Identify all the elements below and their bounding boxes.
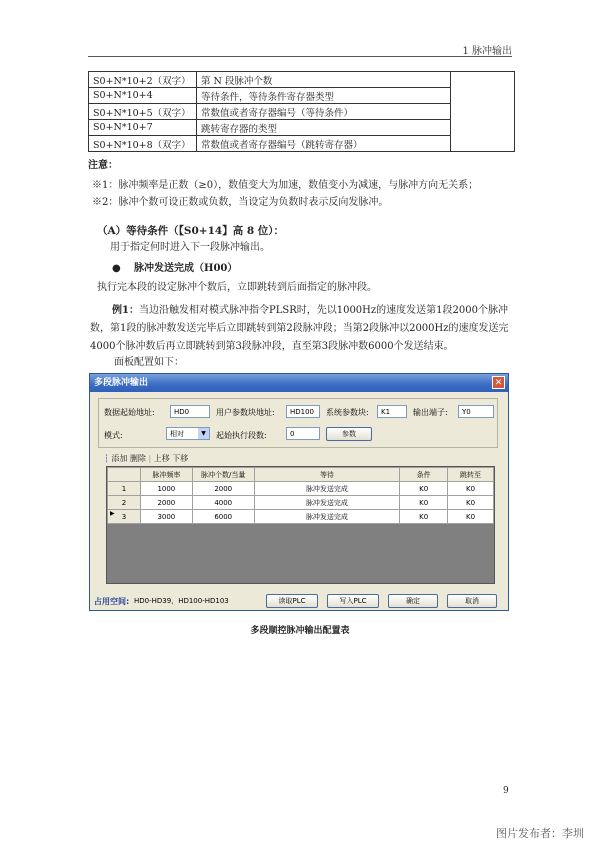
cancel-button[interactable]: 取消 bbox=[447, 594, 497, 608]
grid-cell[interactable]: K0 bbox=[400, 496, 448, 510]
table-cell: 常数值或者寄存器编号（等待条件） bbox=[197, 104, 451, 120]
write-plc-button[interactable]: 写入PLC bbox=[327, 594, 379, 608]
panel-config-text: 面板配置如下： bbox=[114, 357, 184, 368]
multi-segment-pulse-dialog bbox=[89, 373, 509, 611]
param-table bbox=[88, 71, 515, 152]
table-cell: 跳转寄存器的类型 bbox=[197, 120, 451, 136]
grid-cell[interactable]: K0 bbox=[448, 482, 494, 496]
sys-block-input[interactable]: K1 bbox=[377, 405, 407, 418]
start-segment-label: 起始执行段数: bbox=[216, 431, 267, 440]
section-description: 用于指定何时进入下一段脉冲输出。 bbox=[110, 242, 270, 253]
sys-block-label: 系统参数块: bbox=[326, 408, 369, 417]
data-start-label: 数据起始地址: bbox=[104, 408, 155, 417]
add-row-button[interactable]: 添加 bbox=[111, 454, 128, 463]
grid-cell[interactable]: K0 bbox=[448, 496, 494, 510]
grid-cell[interactable]: 1000 bbox=[140, 482, 192, 496]
params-button[interactable]: 参数 bbox=[326, 427, 372, 441]
table-cell: S0+N*10+8（双字） bbox=[89, 136, 197, 152]
usage-value: HD0-HD39，HD100-HD103 bbox=[134, 597, 229, 605]
page-header-title: 1 脉冲输出 bbox=[462, 46, 512, 57]
toolbar-separator: | bbox=[148, 454, 152, 463]
user-block-label: 用户参数块地址: bbox=[216, 408, 275, 417]
grid-header-cell: 跳转至 bbox=[448, 468, 494, 482]
header-rule bbox=[88, 56, 512, 57]
table-cell: S0+N*10+5（双字） bbox=[89, 104, 197, 120]
row-index: 3 bbox=[121, 512, 127, 521]
segment-table bbox=[107, 467, 494, 524]
grid-header-cell bbox=[108, 468, 141, 482]
grid-cell[interactable]: 脉冲发送完成 bbox=[254, 510, 400, 524]
example-text: 当边沿触发相对模式脉冲指令PLSR时，先以1000Hz的速度发送第1段2000个脉冲数，第1段的脉冲数发送完毕后立即跳转到第2段脉冲段；当第2段脉冲以2000Hz的速度发送完4000个脉冲数后再立即跳转到第3段脉冲段，直至第3段脉冲数6000个发送结束。 bbox=[90, 305, 509, 352]
table-row[interactable] bbox=[108, 496, 494, 510]
grid-header-cell: 脉冲频率 bbox=[140, 468, 192, 482]
table-cell: S0+N*10+4 bbox=[89, 88, 197, 104]
grid-header-cell: 等待 bbox=[254, 468, 400, 482]
grid-cell[interactable]: 4000 bbox=[192, 496, 254, 510]
figure-caption: 多段顺控脉冲输出配置表 bbox=[250, 626, 350, 636]
grid-header-cell: 条件 bbox=[400, 468, 448, 482]
table-row[interactable] bbox=[108, 482, 494, 496]
dialog-title: 多段脉冲输出 bbox=[90, 374, 508, 392]
note-item: ※2：脉冲个数可设正数或负数，当设定为负数时表示反向发脉冲。 bbox=[92, 197, 389, 208]
mode-value: 相对 bbox=[170, 430, 184, 438]
row-pointer-icon: ▶ bbox=[110, 510, 115, 517]
grid-header-cell: 脉冲个数/当量 bbox=[192, 468, 254, 482]
bullet-title: 脉冲发送完成（H00） bbox=[134, 263, 238, 274]
page-number: 9 bbox=[503, 786, 509, 796]
bullet-description: 执行完本段的设定脉冲个数后，立即跳转到后面指定的脉冲段。 bbox=[97, 282, 377, 293]
table-row[interactable] bbox=[108, 510, 494, 524]
table-row bbox=[89, 72, 515, 88]
notes-title: 注意： bbox=[88, 160, 118, 171]
row-index: 2 bbox=[108, 496, 141, 510]
user-block-input[interactable]: HD100 bbox=[286, 405, 320, 418]
row-index: 1 bbox=[108, 482, 141, 496]
output-port-input[interactable]: Y0 bbox=[458, 405, 494, 418]
section-heading: （A）等待条件（【S0+14】高 8 位）： bbox=[97, 225, 285, 237]
table-cell bbox=[451, 72, 515, 152]
grid-cell[interactable]: 脉冲发送完成 bbox=[254, 482, 400, 496]
table-cell: S0+N*10+2（双字） bbox=[89, 72, 197, 88]
move-down-button[interactable]: 下移 bbox=[172, 454, 189, 463]
start-segment-input[interactable]: 0 bbox=[286, 427, 320, 440]
table-cell: 常数值或者寄存器编号（跳转寄存器） bbox=[197, 136, 451, 152]
grid-cell[interactable]: K0 bbox=[400, 482, 448, 496]
data-start-input[interactable]: HD0 bbox=[170, 405, 210, 418]
usage-label: 占用空间: bbox=[94, 597, 130, 606]
grid-cell[interactable]: 6000 bbox=[192, 510, 254, 524]
bullet-icon: ● bbox=[112, 263, 121, 274]
row-index-current bbox=[108, 510, 141, 524]
grid-cell[interactable]: 脉冲发送完成 bbox=[254, 496, 400, 510]
grid-cell[interactable]: K0 bbox=[400, 510, 448, 524]
close-icon[interactable]: ✕ bbox=[492, 376, 505, 389]
toolbar-grip-icon: ┆ bbox=[104, 454, 109, 463]
grid-header-row bbox=[108, 468, 494, 482]
delete-row-button[interactable]: 删除 bbox=[129, 454, 146, 463]
mode-select[interactable] bbox=[166, 427, 210, 440]
move-up-button[interactable]: 上移 bbox=[153, 454, 170, 463]
output-port-label: 输出端子: bbox=[413, 408, 448, 417]
note-item: ※1：脉冲频率是正数（≥0），数值变大为加速，数值变小为减速，与脉冲方向无关系； bbox=[92, 180, 479, 191]
example-label: 例1： bbox=[112, 305, 139, 316]
example-paragraph bbox=[90, 302, 512, 356]
grid-cell[interactable]: 2000 bbox=[140, 496, 192, 510]
mode-label: 模式: bbox=[104, 431, 123, 440]
read-plc-button[interactable]: 读取PLC bbox=[266, 594, 318, 608]
grid-cell[interactable]: 3000 bbox=[140, 510, 192, 524]
table-cell: 等待条件，等待条件寄存器类型 bbox=[197, 88, 451, 104]
grid-cell[interactable]: K0 bbox=[448, 510, 494, 524]
ok-button[interactable]: 确定 bbox=[388, 594, 438, 608]
chevron-down-icon[interactable]: ▼ bbox=[198, 428, 209, 439]
table-cell: 第 N 段脉冲个数 bbox=[197, 72, 451, 88]
publisher-watermark: 图片发布者：李圳 bbox=[496, 827, 584, 840]
table-cell: S0+N*10+7 bbox=[89, 120, 197, 136]
grid-cell[interactable]: 2000 bbox=[192, 482, 254, 496]
grid-toolbar bbox=[104, 452, 496, 465]
segment-grid bbox=[106, 466, 495, 584]
